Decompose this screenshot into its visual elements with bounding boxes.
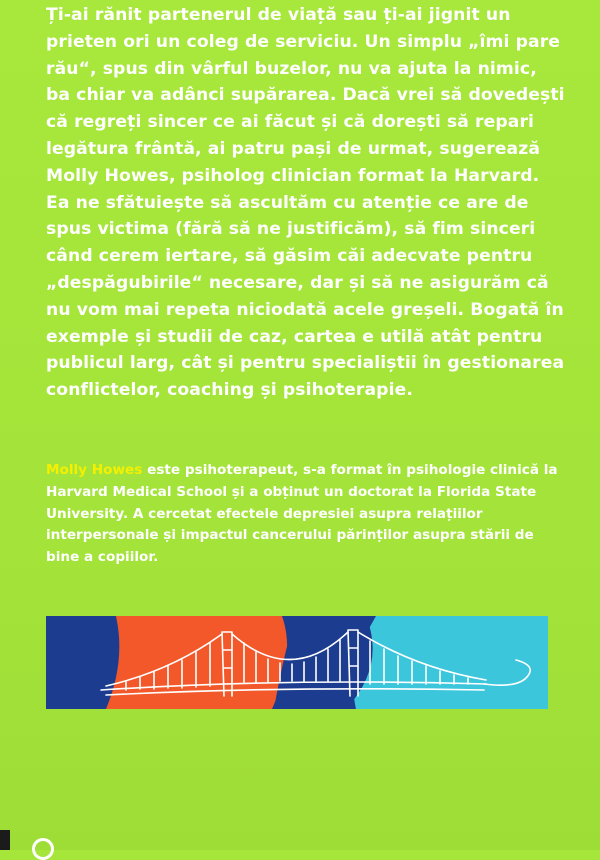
edge-mark	[0, 830, 10, 850]
blurb-text: Ți-ai rănit partenerul de viață sau ți-ai jignit un prieten ori un coleg de serviciu. Un simplu „îmi pare rău“, spus din vârful buzelor, nu va ajuta la nimic, ba chiar va adânci supărarea. Dacă vrei să dovedești că regreți sincer ce ai făcut și că dorești să repari legătura frântă, ai patru pași de urmat, sugerează Molly Howes, psiholog clinician format la Harvard. Ea ne sfătuiește să ascultăm cu atenție ce are de spus victima (fără să ne justificăm), să fim sinceri când cerem iertare, să găsim căi adecvate pentru „despăgubirile“ necesare, dar și să ne asigurăm că nu vom mai repeta niciodată acele greșeli. Bogată în exemple și studii de caz, cartea e utilă atât pentru publicul larg, cât și pentru specialiștii în gestionarea conflictelor, coaching și psihoterapie.	[46, 5, 565, 401]
author-bio-text: este psihoterapeut, s-a format în psihologie clinică la Harvard Medical School și a obținut un doctorat la Florida State University. A cercetat efectele depresiei asupra relațiilor interpersonale și impactul cancerului părinților asupra stării de bine a copiilor.	[46, 462, 558, 566]
bridge-illustration-icon	[46, 616, 548, 709]
author-name: Molly Howes	[46, 462, 143, 478]
banner-cyan-block	[346, 616, 548, 709]
bridge-banner	[46, 616, 548, 709]
publisher-logo-icon	[32, 838, 54, 860]
author-bio	[46, 460, 566, 569]
